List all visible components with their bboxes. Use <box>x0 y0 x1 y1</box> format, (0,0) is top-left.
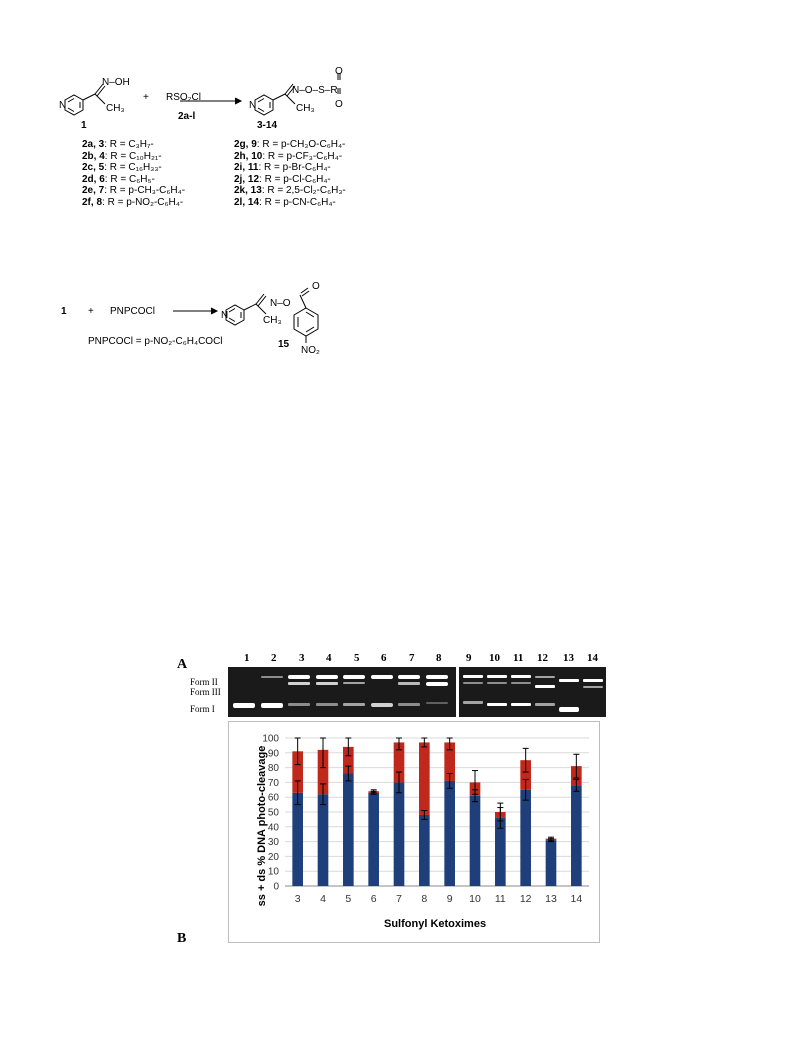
x-tick-label: 5 <box>345 893 352 905</box>
x-tick-label: 14 <box>570 893 583 905</box>
scheme2-product-label: 15 <box>278 339 290 350</box>
product-methyl: CH₃ <box>296 103 315 114</box>
r-group-item: 2d, 6: R = C₆H₅- <box>82 173 155 185</box>
bar-segment <box>419 742 430 815</box>
lane-number: 11 <box>513 652 524 664</box>
y-tick-label: 10 <box>267 866 279 878</box>
r-group-item: 2j, 12: R = p-Cl-C₆H₄- <box>234 173 331 185</box>
r-group-item: 2a, 3: R = C₃H₇- <box>82 139 154 150</box>
scheme2-plus: + <box>88 306 94 317</box>
scheme2-product-group: N–O <box>270 298 291 309</box>
lane-number: 4 <box>326 652 332 664</box>
bar-segment <box>571 785 582 886</box>
svg-text:N: N <box>249 100 257 111</box>
x-tick-label: 7 <box>396 893 402 905</box>
product-group: N–O–S–R <box>292 85 338 96</box>
y-tick-label: 90 <box>267 748 279 760</box>
r-group-list-right <box>234 139 346 209</box>
panel-b-label: B <box>177 931 187 946</box>
y-tick-label: 30 <box>267 837 279 849</box>
x-tick-label: 8 <box>421 893 428 905</box>
lane-number: 14 <box>587 652 598 664</box>
r-group-item: 2k, 13: R = 2,5-Cl₂-C₆H₃- <box>234 185 346 197</box>
product-label: 3-14 <box>257 120 278 131</box>
oxime-group: N–OH <box>102 77 130 88</box>
plus-sign: + <box>143 92 149 103</box>
lane-number: 10 <box>489 652 500 664</box>
svg-text:N: N <box>221 310 229 321</box>
x-tick-label: 4 <box>320 893 326 905</box>
x-axis-label: Sulfonyl Ketoximes <box>384 918 487 930</box>
bar-segment <box>520 790 531 886</box>
bar-segment <box>368 793 379 886</box>
x-tick-label: 12 <box>519 893 532 905</box>
stacked-bar-chart <box>229 722 599 942</box>
x-tick-label: 10 <box>469 893 481 905</box>
y-tick-label: 0 <box>273 881 279 893</box>
bar-segment <box>546 840 557 886</box>
lane-number: 8 <box>436 652 442 664</box>
bar-segment <box>343 774 354 886</box>
y-tick-label: 20 <box>267 851 279 863</box>
lane-number: 1 <box>244 652 250 664</box>
r-group-item: 2h, 10: R = p-CF₃-C₆H₄- <box>234 150 343 162</box>
r-group-item: 2l, 14: R = p-CN-C₆H₄- <box>234 196 336 208</box>
sulfonyl-o-bottom: O <box>335 99 343 110</box>
bar-segment <box>419 815 430 886</box>
gel-image <box>228 667 606 717</box>
reagent: RSO₂Cl <box>166 92 201 103</box>
y-tick-label: 70 <box>267 777 279 789</box>
lane-number: 7 <box>409 652 415 664</box>
y-tick-label: 40 <box>267 822 279 834</box>
scheme2-definition: PNPCOCl = p-NO₂-C₆H₄COCl <box>88 336 223 347</box>
scheme2-start: 1 <box>61 306 67 317</box>
gel-bands <box>228 667 606 717</box>
lane-number: 12 <box>537 652 548 664</box>
reagent-label: 2a-l <box>178 111 196 122</box>
lane-number: 2 <box>271 652 277 664</box>
start-methyl: CH₃ <box>106 103 125 114</box>
y-tick-label: 100 <box>262 733 279 745</box>
x-tick-label: 3 <box>294 893 301 905</box>
start-label: 1 <box>81 120 87 131</box>
svg-text:N: N <box>59 100 67 111</box>
form2-label: Form II <box>190 677 218 687</box>
y-tick-label: 50 <box>267 807 279 819</box>
r-group-list-left <box>82 139 185 209</box>
r-group-item: 2c, 5: R = C₁₆H₃₃- <box>82 162 162 174</box>
panel-a-label: A <box>177 657 188 672</box>
y-axis-label: ss + ds % DNA photo-cleavage <box>256 745 268 907</box>
lane-number: 6 <box>381 652 387 664</box>
x-tick-label: 6 <box>370 893 377 905</box>
r-group-item: 2i, 11: R = p-Br-C₆H₄- <box>234 162 331 174</box>
x-tick-label: 11 <box>494 893 506 905</box>
lane-number: 9 <box>466 652 472 664</box>
bar-segment <box>318 794 329 886</box>
lane-number: 5 <box>354 652 360 664</box>
r-group-item: 2b, 4: R = C₁₀H₂₁- <box>82 150 162 162</box>
form3-label: Form III <box>190 687 221 697</box>
lane-number: 13 <box>563 652 574 664</box>
bar-segment <box>444 781 455 886</box>
bar-segment <box>470 796 481 886</box>
y-tick-label: 60 <box>267 792 279 804</box>
lane-number: 3 <box>299 652 305 664</box>
scheme2-reagent: PNPCOCl <box>110 306 156 317</box>
scheme2-nitro: NO₂ <box>301 345 320 356</box>
lane-numbers <box>228 652 606 666</box>
scheme2-carbonyl-o: O <box>312 281 320 292</box>
r-group-item: 2g, 9: R = p-CH₃O-C₆H₄- <box>234 139 346 150</box>
bar-segment <box>394 782 405 886</box>
bar-segment <box>292 793 303 886</box>
x-tick-label: 13 <box>545 893 557 905</box>
chart-frame <box>228 721 600 943</box>
y-tick-label: 80 <box>267 763 279 775</box>
form1-label: Form I <box>190 704 215 714</box>
r-group-item: 2f, 8: R = p-NO₂-C₆H₄- <box>82 196 184 208</box>
r-group-item: 2e, 7: R = p-CH₃-C₆H₄- <box>82 185 186 197</box>
scheme2-methyl: CH₃ <box>263 315 282 326</box>
sulfonyl-o-top: O <box>335 66 343 77</box>
x-tick-label: 9 <box>446 893 453 905</box>
